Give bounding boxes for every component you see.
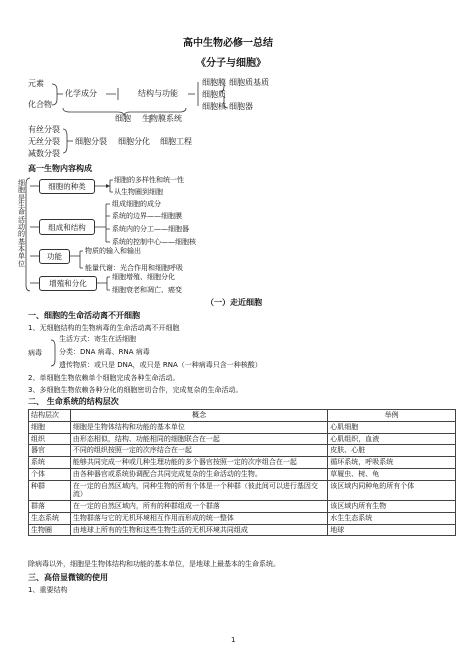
virus-label: 病毒 bbox=[28, 349, 42, 357]
group-structure-item-2: 系统的边界——细胞膜 bbox=[112, 212, 182, 220]
virus-item-1: 生活方式：寄生在活细胞 bbox=[59, 335, 136, 343]
compounds-label: 化合物 bbox=[28, 100, 52, 109]
content-map-heading: 高一生物内容构成 bbox=[28, 164, 92, 173]
group-structure-item-3: 系统内的分工——细胞器 bbox=[112, 225, 189, 233]
content-map-side-label: 细胞是生命活动的基本单位 bbox=[18, 179, 25, 268]
structure-function-label: 结构与功能 bbox=[138, 89, 178, 98]
virus-item-3: 遗传物质：或只是 DNA，或只是 RNA（一种病毒只含一种核酸） bbox=[59, 361, 262, 369]
cell-engineering-label: 细胞工程 bbox=[160, 137, 192, 146]
life-system-table bbox=[28, 409, 456, 536]
table-cell: 能够共同完成一种或几种生理功能的多个器官按照一定的次序组合在一起 bbox=[70, 457, 327, 469]
table-cell: 器官 bbox=[29, 445, 71, 457]
table-row bbox=[29, 421, 456, 433]
page-number: 1 bbox=[231, 636, 236, 644]
table-header-row bbox=[29, 410, 456, 422]
group-cell-types-item-1: 细胞的多样性和统一性 bbox=[114, 176, 184, 184]
group-cell-types-box: 细胞的种类 bbox=[39, 179, 95, 194]
group-cell-types-item-2: 从生物圈到细胞 bbox=[114, 188, 163, 196]
table-cell: 由各种器官或系统协调配合共同完成复杂的生命活动的生物。 bbox=[70, 468, 327, 480]
group-structure-item-1: 组成细胞的成分 bbox=[112, 200, 161, 208]
table-row bbox=[29, 445, 456, 457]
table-cell: 该区域内同种龟的所有个体 bbox=[328, 480, 456, 501]
table-cell: 在一定的自然区域内，所有的种群组成一个群落 bbox=[70, 501, 327, 513]
group-function-item-1: 物质的输入和输出 bbox=[85, 247, 141, 255]
table-cell: 由形态相似，结构、功能相同的细胞联合在一起 bbox=[70, 433, 327, 445]
table-row bbox=[29, 480, 456, 501]
cytoplasm-organelles: 细胞器 bbox=[229, 102, 253, 111]
virus-item-2: 分类：DNA 病毒、RNA 病毒 bbox=[59, 348, 150, 356]
page-subtitle: 《分子与细胞》 bbox=[196, 58, 266, 69]
table-cell: 生物圈 bbox=[29, 524, 71, 536]
text-line-2: 2、单细胞生物依赖单个细胞完成各种生命活动。 bbox=[28, 374, 180, 382]
chemical-composition-label: 化学成分 bbox=[65, 89, 97, 98]
table-cell: 个体 bbox=[29, 468, 71, 480]
group-function-box: 功能 bbox=[39, 249, 70, 264]
list-item-1: 1、重要结构 bbox=[28, 586, 68, 594]
table-header-cell: 结构层次 bbox=[29, 410, 71, 422]
group-structure-box: 组成和结构 bbox=[39, 219, 95, 235]
table-cell: 皮肤、心脏 bbox=[328, 445, 456, 457]
group-proliferation-box: 增殖和分化 bbox=[39, 276, 97, 291]
table-cell: 生物群落与它的无机环境相互作用而形成的统一整体 bbox=[70, 512, 327, 524]
meiosis-label: 减数分裂 bbox=[28, 149, 60, 158]
subheading-3: 三、高倍显微镜的使用 bbox=[28, 573, 108, 582]
table-cell: 地球 bbox=[328, 524, 456, 536]
group-proliferation-item-1: 细胞增殖、细胞分化 bbox=[112, 273, 175, 281]
page-title: 高中生物必修一总结 bbox=[183, 38, 273, 49]
table-row bbox=[29, 524, 456, 536]
table-row bbox=[29, 468, 456, 480]
table-header-cell: 概念 bbox=[70, 410, 327, 422]
cell-division-label: 细胞分裂 bbox=[75, 137, 107, 146]
cell-label: 细胞 bbox=[115, 114, 131, 123]
summary-note: 除病毒以外，细胞是生物体结构和功能的基本单位，是地球上最基本的生命系统。 bbox=[28, 560, 280, 568]
text-line-3: 3、多细胞生物依赖各种分化的细胞密切合作，完成复杂的生命活动。 bbox=[28, 386, 243, 394]
cell-differentiation-label: 细胞分化 bbox=[118, 137, 150, 146]
table-cell: 水生生态系统 bbox=[328, 512, 456, 524]
elements-label: 元素 bbox=[28, 79, 44, 88]
subheading-2: 二、 生命系统的结构层次 bbox=[28, 397, 119, 406]
group-structure-item-4: 系统的控制中心——细胞核 bbox=[112, 238, 196, 246]
table-cell: 生态系统 bbox=[29, 512, 71, 524]
table-row bbox=[29, 457, 456, 469]
organelle-nucleus: 细胞核 bbox=[202, 102, 226, 111]
table-cell: 心肌细胞 bbox=[328, 421, 456, 433]
subheading-1: 一、细胞的生命活动离不开细胞 bbox=[28, 311, 140, 320]
table-cell: 系统 bbox=[29, 457, 71, 469]
text-line-1: 1、无细胞结构的生物病毒的生命活动离不开细胞 bbox=[28, 324, 180, 332]
table-cell: 组织 bbox=[29, 433, 71, 445]
group-proliferation-item-2: 细胞衰老和凋亡、癌变 bbox=[112, 286, 182, 294]
table-cell: 循环系统，呼吸系统 bbox=[328, 457, 456, 469]
table-cell: 由地球上所有的生物和这些生物生活的无机环境共同组成 bbox=[70, 524, 327, 536]
group-function-item-2: 能量代谢：光合作用和细胞呼吸 bbox=[85, 264, 183, 272]
table-cell: 不同的组织按照一定的次序结合在一起 bbox=[70, 445, 327, 457]
amitosis-label: 无丝分裂 bbox=[28, 137, 60, 146]
table-cell: 草履虫、树、龟 bbox=[328, 468, 456, 480]
table-cell: 该区域内所有生物 bbox=[328, 501, 456, 513]
cytoplasm-matrix: 细胞质基质 bbox=[229, 78, 269, 87]
table-cell: 在一定的自然区域内，同种生物的所有个体是一个种群（彼此间可以进行基因交流） bbox=[70, 480, 327, 501]
biomembrane-label: 生物膜系统 bbox=[142, 114, 182, 123]
table-cell: 细胞是生物体结构和功能的基本单位 bbox=[70, 421, 327, 433]
mitosis-label: 有丝分裂 bbox=[28, 125, 60, 134]
organelle-membrane: 细胞膜 bbox=[202, 78, 226, 87]
table-cell: 细胞 bbox=[29, 421, 71, 433]
table-cell: 种群 bbox=[29, 480, 71, 501]
table-cell: 群落 bbox=[29, 501, 71, 513]
organelle-cytoplasm: 细胞质 bbox=[202, 90, 226, 99]
table-row bbox=[29, 433, 456, 445]
table-row bbox=[29, 512, 456, 524]
table-row bbox=[29, 501, 456, 513]
table-header-cell: 举例 bbox=[328, 410, 456, 422]
section-heading: （一）走近细胞 bbox=[206, 298, 262, 307]
table-cell: 心肌组织，血液 bbox=[328, 433, 456, 445]
